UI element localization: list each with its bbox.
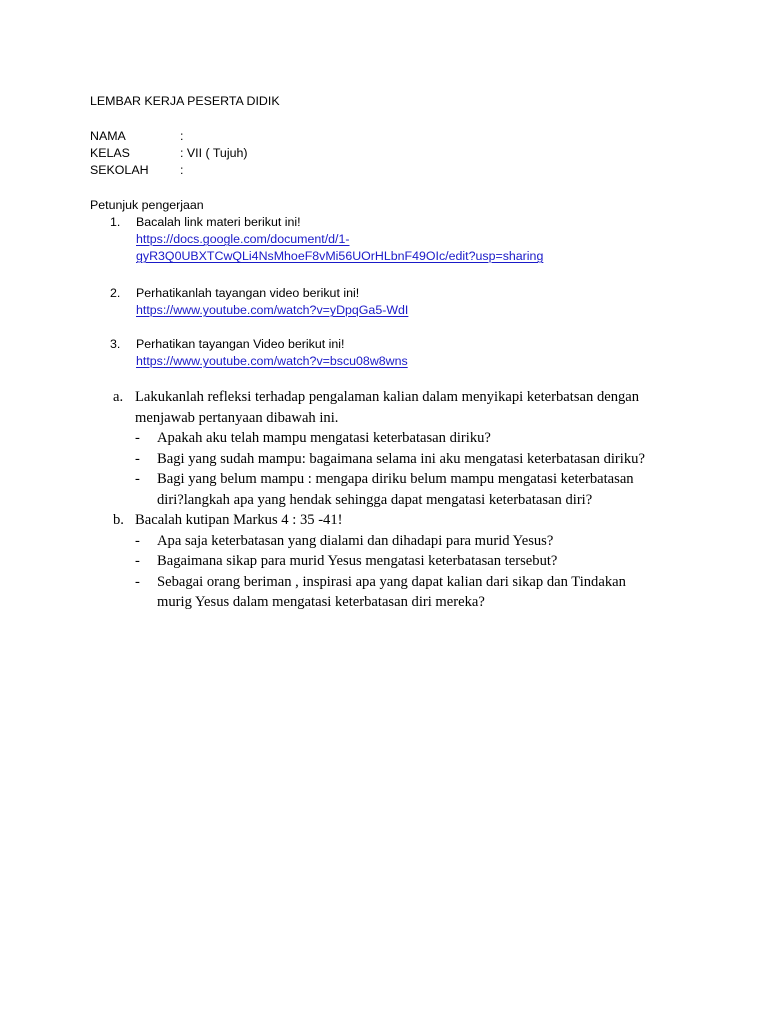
dash-bullet: -	[135, 430, 140, 446]
dash-bullet: -	[135, 471, 140, 487]
step-text: Perhatikan tayangan Video berikut ini!	[136, 337, 345, 351]
worksheet-title: LEMBAR KERJA PESERTA DIDIK	[90, 94, 280, 108]
question-text: Apakah aku telah mampu mengatasi keterbatasan diriku?	[157, 430, 491, 446]
video-link-2[interactable]: https://www.youtube.com/watch?v=bscu08w8wns	[136, 354, 408, 368]
identity-row-sekolah	[90, 162, 183, 179]
task-intro: Lakukanlah refleksi terhadap pengalaman kalian dalam menyikapi keterbatsan dengan menjawab pertanyaan dibawah ini.	[135, 389, 640, 426]
identity-label: SEKOLAH	[90, 163, 149, 177]
dash-bullet: -	[135, 553, 140, 569]
link-line: gyR3Q0UBXTCwQLi4NsMhoeF8vMi56UOrHLbnF49OIc/edit?usp=sharing	[136, 249, 544, 263]
dash-bullet: -	[135, 573, 140, 590]
dash-bullet: -	[135, 450, 140, 467]
step-number: 2.	[110, 286, 121, 300]
question-text: Sebagai orang beriman , inspirasi apa yang dapat kalian dari sikap dan Tindakan murig Yesus dalam mengatasi keterbatasan diri mereka?	[157, 573, 626, 610]
identity-value: :	[180, 129, 184, 143]
task-intro: Bacalah kutipan Markus 4 : 35 -41!	[135, 512, 343, 528]
step-number: 1.	[110, 215, 121, 229]
task-letter: a.	[113, 389, 124, 405]
task-letter: b.	[113, 512, 124, 528]
step-number: 3.	[110, 337, 121, 351]
question-text: Apa saja keterbatasan yang dialami dan dihadapi para murid Yesus?	[157, 532, 554, 549]
question-item	[135, 449, 675, 470]
step-text: Bacalah link materi berikut ini!	[136, 215, 301, 229]
step-text: Perhatikanlah tayangan video berikut ini!	[136, 286, 360, 300]
question-text: Bagi yang sudah mampu: bagaimana selama ini aku mengatasi keterbatasan diriku?	[157, 450, 645, 467]
question-text: Bagaimana sikap para murid Yesus mengatasi keterbatasan tersebut?	[157, 553, 558, 569]
identity-label: NAMA	[90, 129, 126, 143]
question-item	[135, 551, 675, 572]
identity-value: :	[180, 163, 184, 177]
link-line: https://docs.google.com/document/d/1-	[136, 232, 350, 246]
dash-bullet: -	[135, 532, 140, 549]
video-link-1[interactable]: https://www.youtube.com/watch?v=yDpqGa5-WdI	[136, 303, 409, 317]
identity-value: : VII ( Tujuh)	[180, 146, 248, 160]
question-text: Bagi yang belum mampu : mengapa diriku belum mampu mengatasi keterbatasan diri?langkah apa yang hendak sehingga dapat mengatasi keterbatasan diri?	[157, 471, 634, 508]
question-item	[135, 428, 675, 449]
identity-row-kelas	[90, 145, 247, 162]
question-item	[135, 469, 662, 510]
identity-row-nama	[90, 128, 183, 145]
identity-label: KELAS	[90, 146, 130, 160]
question-item	[135, 531, 675, 552]
instructions-heading: Petunjuk pengerjaan	[90, 198, 204, 212]
question-item	[135, 572, 657, 613]
material-document-link[interactable]	[136, 231, 696, 265]
